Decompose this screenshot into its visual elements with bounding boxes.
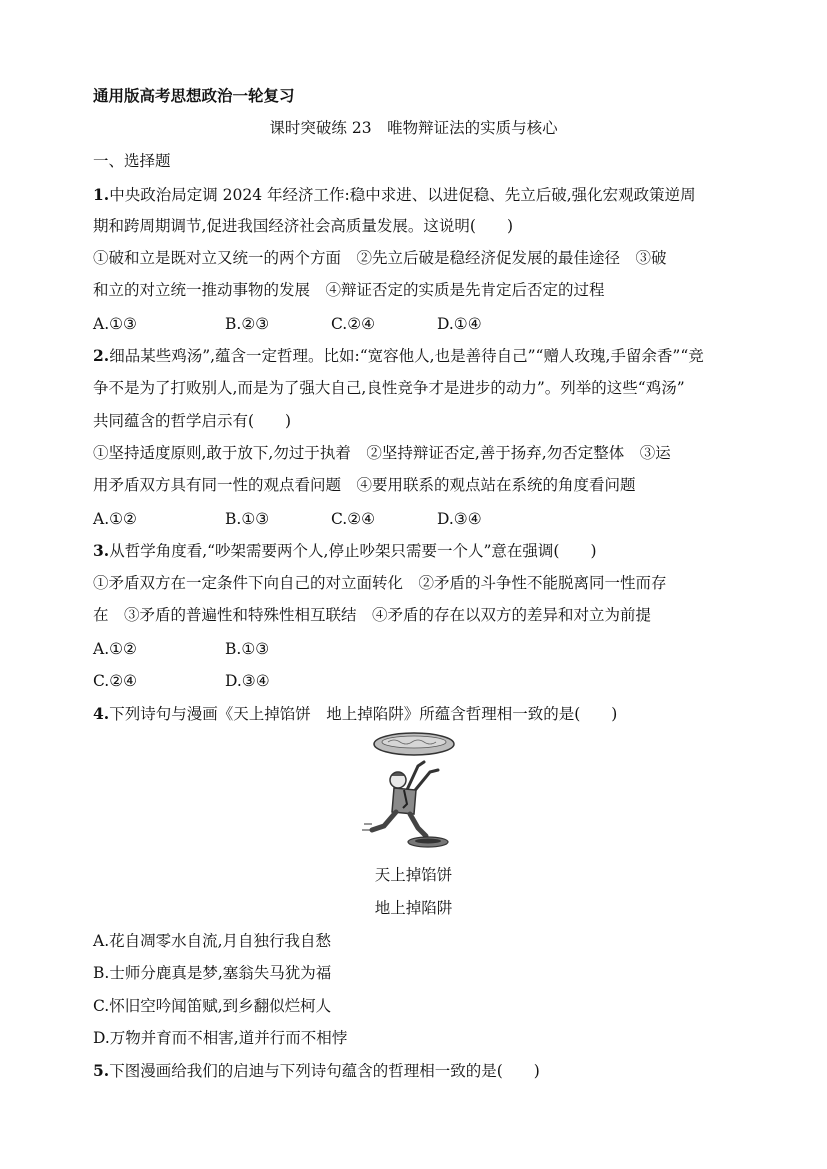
question-text: 中央政治局定调 2024 年经济工作:稳中求进、以进促稳、先立后破,强化宏观政策逆周 bbox=[109, 186, 696, 204]
option-c[interactable]: C.②④ bbox=[331, 315, 376, 333]
question-number: 2. bbox=[93, 346, 110, 365]
option-c[interactable]: C.②④ bbox=[331, 510, 376, 528]
cartoon-illustration bbox=[358, 728, 470, 852]
option-d[interactable]: D.③④ bbox=[437, 510, 482, 528]
option-a[interactable]: A.①③ bbox=[93, 315, 137, 333]
question-number: 4. bbox=[93, 704, 110, 723]
question-text: 争不是为了打败别人,而是为了强大自己,良性竞争才是进步的动力”。列举的这些“鸡汤” bbox=[93, 379, 685, 397]
option-c[interactable]: C.②④ bbox=[93, 672, 138, 690]
option-b[interactable]: B.士师分鹿真是梦,塞翁失马犹为福 bbox=[93, 964, 332, 982]
question-4 bbox=[93, 704, 617, 724]
question-3 bbox=[93, 541, 597, 561]
statement-line: ①坚持适度原则,敢于放下,勿过于执着 ②坚持辩证否定,善于扬弃,勿否定整体 ③运 bbox=[93, 444, 671, 462]
option-a[interactable]: A.①② bbox=[93, 510, 137, 528]
option-b[interactable]: B.②③ bbox=[225, 315, 270, 333]
question-text: 从哲学角度看,“吵架需要两个人,停止吵架只需要一个人”意在强调( ) bbox=[109, 542, 597, 560]
option-b[interactable]: B.①③ bbox=[225, 510, 270, 528]
statement-line: ①破和立是既对立又统一的两个方面 ②先立后破是稳经济促发展的最佳途径 ③破 bbox=[93, 249, 667, 267]
question-text: 细品某些鸡汤”,蕴含一定哲理。比如:“宽容他人,也是善待自己”“赠人玫瑰,手留余香”“竞 bbox=[109, 347, 704, 365]
question-text: 下图漫画给我们的启迪与下列诗句蕴含的哲理相一致的是( ) bbox=[109, 1062, 540, 1080]
statement-line: ①矛盾双方在一定条件下向自己的对立面转化 ②矛盾的斗争性不能脱离同一性而存 bbox=[93, 574, 667, 592]
option-c[interactable]: C.怀旧空吟闻笛赋,到乡翻似烂柯人 bbox=[93, 997, 332, 1015]
question-number: 3. bbox=[93, 541, 110, 560]
section-heading: 一、选择题 bbox=[93, 152, 171, 170]
option-d[interactable]: D.①④ bbox=[437, 315, 482, 333]
option-a[interactable]: A.花自凋零水自流,月自独行我自愁 bbox=[93, 932, 332, 950]
page-title: 课时突破练 23 唯物辩证法的实质与核心 bbox=[269, 119, 558, 137]
question-number: 1. bbox=[93, 185, 110, 204]
option-b[interactable]: B.①③ bbox=[225, 640, 270, 658]
cartoon-caption: 地上掉陷阱 bbox=[374, 899, 453, 917]
option-d[interactable]: D.万物并育而不相害,道并行而不相悖 bbox=[93, 1029, 348, 1047]
question-text: 期和跨周期调节,促进我国经济社会高质量发展。这说明( ) bbox=[93, 217, 514, 235]
question-1 bbox=[93, 185, 696, 205]
option-d[interactable]: D.③④ bbox=[225, 672, 270, 690]
statement-line: 用矛盾双方具有同一性的观点看问题 ④要用联系的观点站在系统的角度看问题 bbox=[93, 476, 636, 494]
question-text: 共同蕴含的哲学启示有( ) bbox=[93, 412, 292, 430]
cartoon-caption: 天上掉馅饼 bbox=[374, 866, 453, 884]
doc-header: 通用版高考思想政治一轮复习 bbox=[93, 86, 295, 105]
question-number: 5. bbox=[93, 1061, 110, 1080]
statement-line: 在 ③矛盾的普遍性和特殊性相互联结 ④矛盾的存在以双方的差异和对立为前提 bbox=[93, 606, 652, 624]
question-text: 下列诗句与漫画《天上掉馅饼 地上掉陷阱》所蕴含哲理相一致的是( ) bbox=[109, 705, 618, 723]
question-2 bbox=[93, 346, 704, 366]
question-5 bbox=[93, 1061, 540, 1081]
option-a[interactable]: A.①② bbox=[93, 640, 137, 658]
statement-line: 和立的对立统一推动事物的发展 ④辩证否定的实质是先肯定后否定的过程 bbox=[93, 281, 605, 299]
